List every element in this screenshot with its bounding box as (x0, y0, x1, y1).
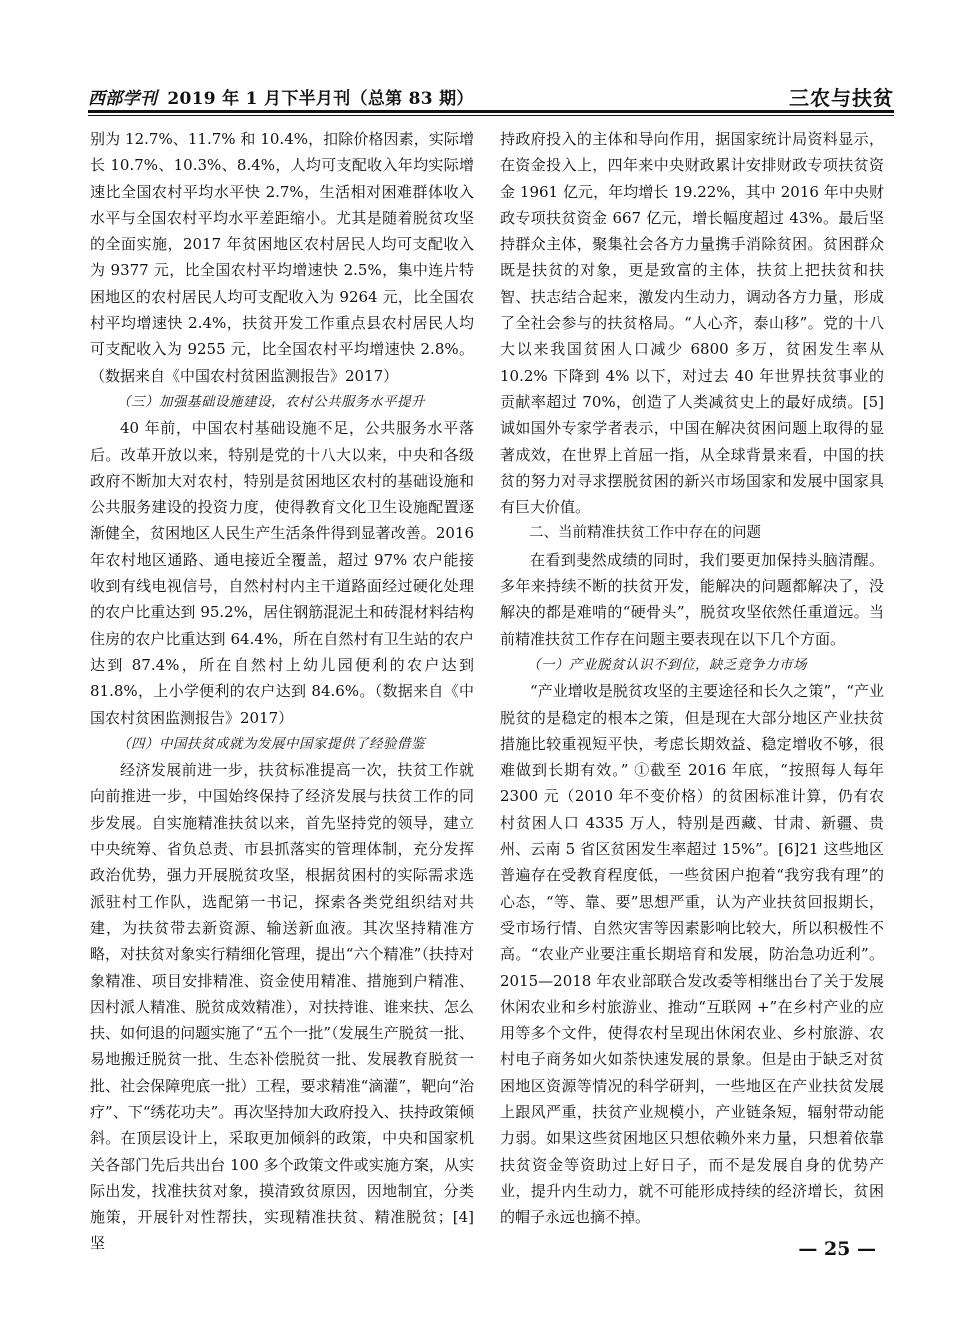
subsection-heading: （一）产业脱贫认识不到位，缺乏竞争力市场 (527, 656, 807, 673)
section-title: 三农与扶贫 (789, 86, 894, 110)
paragraph: 经济发展前进一步，扶贫标准提高一次，扶贫工作就向前推进一步，中国始终保持了经济发展与扶贫工作的同步发展。自实施精准扶贫以来，首先坚持党的领导，建立中央统筹、省负总责、市县抓落实的管理体制，充分发挥政治优势，强力开展脱贫攻坚，根据贫困村的实际需求选派驻村工作队，选配第一书记，探索各类党组织结对共建，为扶贫带去新资源、输送新血液。其次坚持精准方略，对扶贫对象实行精细化管理，提出“六个精准”（扶持对象精准、项目安排精准、资金使用精准、措施到户精准、因村派人精准、脱贫成效精准），对扶持谁、谁来扶、怎么扶、如何退的问题实施了“五个一批”（发展生产脱贫一批、易地搬迁脱贫一批、生态补偿脱贫一批、发展教育脱贫一批、社会保障兜底一批）工程，要求精准“滴灌”，靶向“治疗”、下“绣花功夫”。再次坚持加大政府投入、扶持政策倾斜。在顶层设计上，采取更加倾斜的政策，中央和国家机关各部门先后共出台 100 多个政策文件或实施方案，从实际出发，找准扶贫对象，摸清致贫原因，因地制宜，分类施策，开展针对性帮扶，实现精准扶贫、精准脱贫；[4] 坚 (90, 761, 474, 1253)
header-rule-thin (88, 115, 894, 116)
journal-logo: 西部学刊 (88, 89, 158, 109)
header-rule-thick (88, 110, 894, 113)
section-heading: 二、当前精准扶贫工作中存在的问题 (529, 525, 761, 542)
subsection-heading: （四）中国扶贫成就为发展中国家提供了经验借鉴 (117, 735, 425, 752)
issue-info: 2019 年 1 月下半月刊（总第 83 期） (167, 89, 474, 109)
subsection-heading: （三）加强基础设施建设，农村公共服务水平提升 (117, 393, 425, 410)
right-column (500, 126, 884, 1230)
paragraph: 在看到斐然成绩的同时，我们要更加保持头脑清醒。多年来持续不断的扶贫开发，能解决的问题都解决了，没解决的都是难啃的“硬骨头”，脱贫攻坚依然任重道远。当前精准扶贫工作存在问题主要表现在以下几个方面。 (500, 550, 884, 648)
running-header (88, 78, 894, 112)
left-column (90, 126, 474, 1257)
paragraph: “产业增收是脱贫攻坚的主要途径和长久之策”，“产业脱贫的是稳定的根本之策，但是现在大部分地区产业扶贫措施比较重视短平快，考虑长期效益、稳定增收不够，很难做到长期有效。” ①截至 2016 年底，“按照每人每年 2300 元（2010 年不变价格）的贫困标准计算，仍有农村贫困人口 4335 万人，特别是西藏、甘肃、新疆、贵州、云南 5 省区贫困发生率超过 15%”。[6]21 这些地区普遍存在受教育程度低，一些贫困户抱着“我穷我有理”的心态，“等、靠、要”思想严重，认为产业扶贫回报期长，受市场行情、自然灾害等因素影响比较大，所以积极性不高。“农业产业要注重长期培育和发展，防治急功近利”。2015—2018 年农业部联合发改委等相继出台了关于发展休闲农业和乡村旅游业、推动“互联网 +”在乡村产业的应用等多个文件，使得农村呈现出休闲农业、乡村旅游、农村电子商务如火如荼快速发展的景象。但是由于缺乏对贫困地区资源等情况的科学研判，一些地区在产业扶贫发展上跟风严重，扶贫产业规模小，产业链条短，辐射带动能力弱。如果这些贫困地区只想依赖外来力量，只想着依靠扶贫资金等资助过上好日子，而不是发展自身的优势产业，提升内生动力，就不可能形成持续的经济增长，贫困的帽子永远也摘不掉。 (500, 682, 884, 1227)
paragraph: 别为 12.7%、11.7% 和 10.4%，扣除价格因素，实际增长 10.7%、10.3%、8.4%，人均可支配收入年均实际增速比全国农村平均水平快 2.7%，生活相对困难群体收入水平与全国农村平均水平差距缩小。尤其是随着脱贫攻坚的全面实施，2017 年贫困地区农村居民人均可支配收入为 9377 元，比全国农村平均增速快 2.5%，集中连片特困地区的农村居民人均可支配收入为 9264 元，比全国农村平均增速快 2.4%，扶贫开发工作重点县农村居民人均可支配收入为 9255 元，比全国农村平均增速快 2.8%。（数据来自《中国农村贫困监测报告》2017） (90, 130, 474, 385)
journal-issue-line (88, 84, 474, 109)
page-number: — 25 — (798, 1238, 876, 1260)
paragraph: 40 年前，中国农村基础设施不足，公共服务水平落后。改革开放以来，特别是党的十八大以来，中央和各级政府不断加大对农村，特别是贫困地区农村的基础设施和公共服务建设的投资力度，使得教育文化卫生设施配置逐渐健全，贫困地区人民生产生活条件得到显著改善。2016 年农村地区通路、通电接近全覆盖，超过 97% 农户能接收到有线电视信号，自然村村内主干道路面经过硬化处理的农户比重达到 95.2%，居住钢筋混泥土和砖混材料结构住房的农户比重达到 64.4%，所在自然村有卫生站的农户达到 87.4%，所在自然村上幼儿园便利的农户达到 81.8%，上小学便利的农户达到 84.6%。（数据来自《中国农村贫困监测报告》2017） (90, 419, 474, 727)
paragraph: 持政府投入的主体和导向作用，据国家统计局资料显示，在资金投入上，四年来中央财政累计安排财政专项扶贫资金 1961 亿元，年均增长 19.22%，其中 2016 年中央财政专项扶贫资金 667 亿元，增长幅度超过 43%。最后坚持群众主体，聚集社会各方力量携手消除贫困。贫困群众既是扶贫的对象，更是致富的主体，扶贫上把扶贫和扶智、扶志结合起来，激发内生动力，调动各方力量，形成了全社会参与的扶贫格局。“人心齐，泰山移”。党的十八大以来我国贫困人口减少 6800 多万，贫困发生率从 10.2% 下降到 4% 以下，对过去 40 年世界扶贫事业的贡献率超过 70%，创造了人类减贫史上的最好成绩。[5] 诚如国外专家学者表示，中国在解决贫困问题上取得的显著成效，在世界上首屈一指，从全球背景来看，中国的扶贫的努力对寻求摆脱贫困的新兴市场国家和发展中国家具有巨大价值。 (500, 130, 884, 517)
